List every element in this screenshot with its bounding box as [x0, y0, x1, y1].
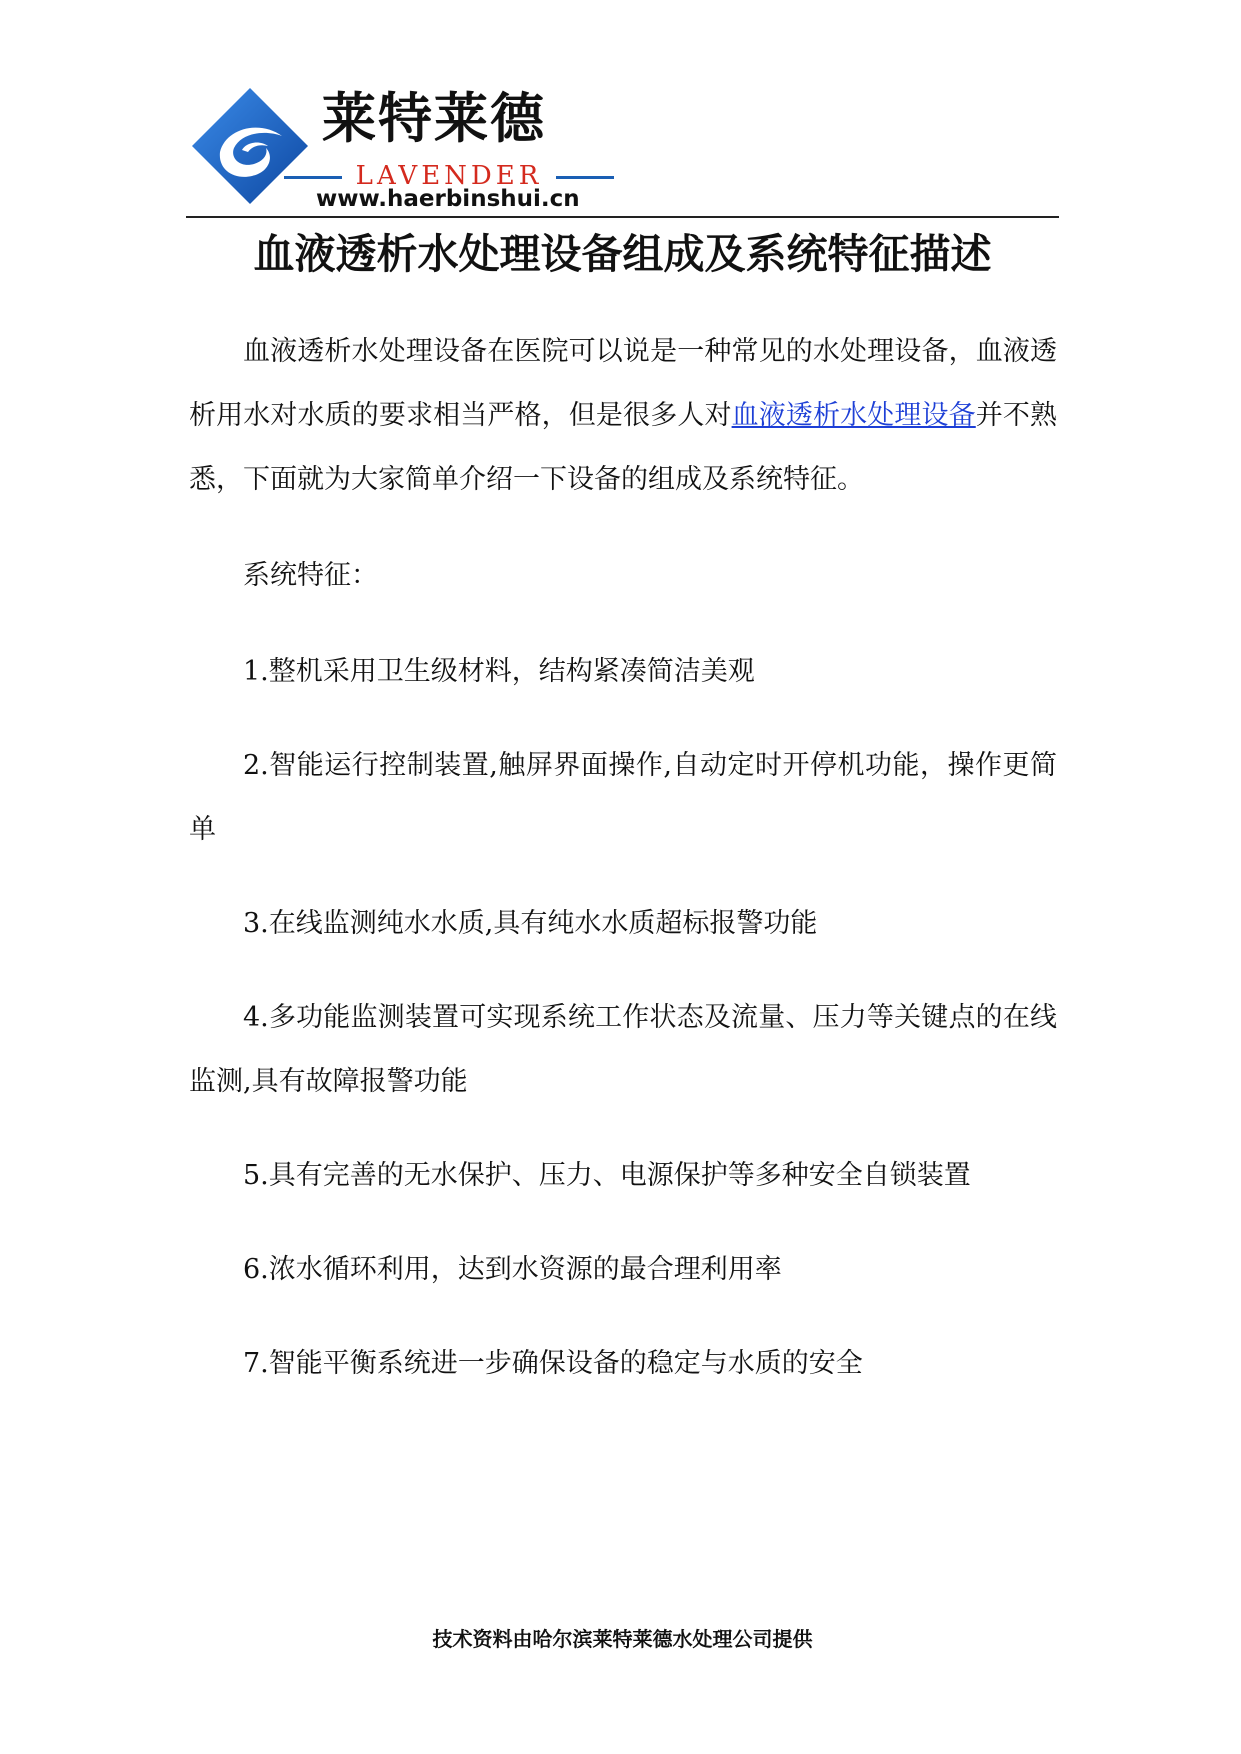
feature-item: 4.多功能监测装置可实现系统工作状态及流量、压力等关键点的在线监测,具有故障报警功能	[189, 1002, 1057, 1097]
document-title: 血液透析水处理设备组成及系统特征描述	[253, 230, 992, 278]
feature-item: 2.智能运行控制装置,触屏界面操作,自动定时开停机功能，操作更简单	[189, 750, 1057, 845]
website-url: www.haerbinshui.cn	[316, 186, 580, 212]
footer-note: 技术资料由哈尔滨莱特莱德水处理公司提供	[432, 1627, 813, 1651]
brand-latin-name: LAVENDER	[355, 161, 543, 191]
brand-name: 莱特莱德	[322, 87, 546, 150]
intro-paragraph	[189, 320, 1057, 512]
intro-text-before-link: 血液透析水处理设备在医院可以说是一种常见的水处理设备，血液透析用水对水质的要求相当严格，但是很多人对	[189, 336, 1057, 431]
intro-text-after-link: 并不熟悉，下面就为大家简单介绍一下设备的组成及系统特征。	[189, 400, 1058, 495]
brand-divider-left	[284, 176, 342, 179]
feature-item: 5.具有完善的无水保护、压力、电源保护等多种安全自锁装置	[243, 1160, 971, 1191]
feature-item: 7.智能平衡系统进一步确保设备的稳定与水质的安全	[243, 1348, 863, 1379]
header-divider	[186, 216, 1059, 218]
feature-item: 6.浓水循环利用，达到水资源的最合理利用率	[243, 1254, 782, 1285]
feature-item: 1.整机采用卫生级材料，结构紧凑简洁美观	[243, 656, 755, 687]
document-body	[189, 320, 1057, 1426]
brand-divider-right	[556, 176, 614, 179]
feature-item: 3.在线监测纯水水质,具有纯水水质超标报警功能	[243, 908, 818, 939]
section-heading: 系统特征：	[243, 560, 378, 591]
product-link[interactable]: 血液透析水处理设备	[731, 400, 976, 431]
